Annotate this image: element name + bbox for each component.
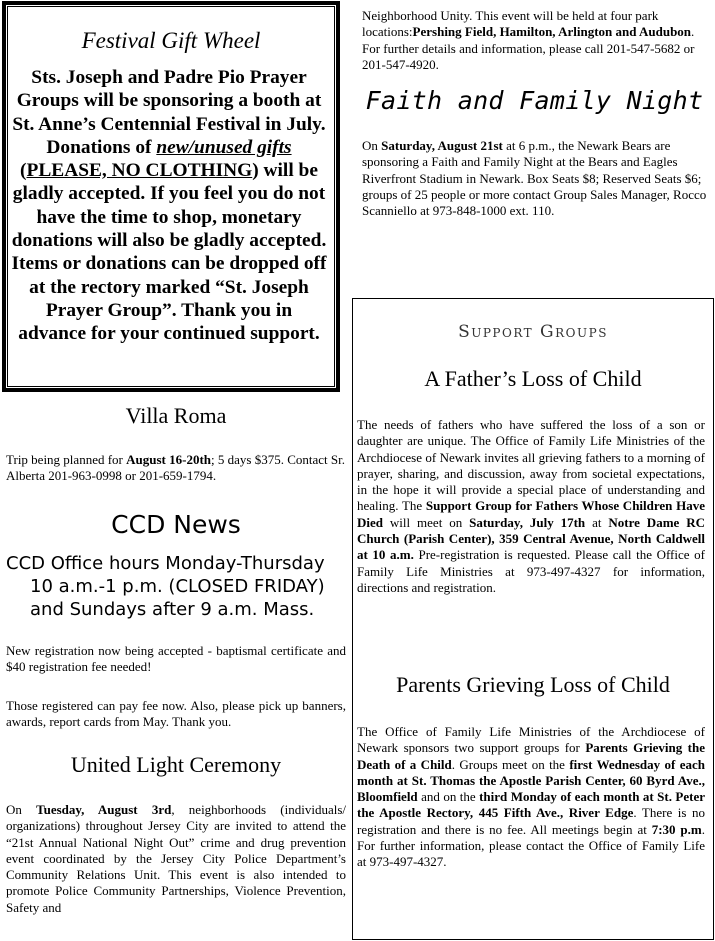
parents-grieving-text: The Office of Family Life Ministries of the Archdiocese of Newark sponsors two support groups for Parents Grieving the Death of a Child. Groups meet on the first Wednesday of each month at St. Thomas the Apostle Parish Center, 60 Byrd Ave., Bloomfield and on the third Monday of each month at St. Peter the Apostle Rectory, 445 Fifth Ave., River Edge. There is no registration and there is no fee. All meetings begin at 7:30 p.m. For further information, please contact the Office of Family Life at 973-497-4327. (357, 724, 706, 870)
ccd-fee-text: Those registered can pay fee now. Also, please pick up banners, awards, report cards from May. Thank you. (6, 698, 346, 730)
faith-family-title: Faith and Family Night (365, 86, 704, 115)
fathers-loss-title: A Father’s Loss of Child (424, 366, 642, 391)
gift-wheel-body: Sts. Joseph and Padre Pio Prayer Groups will be sponsoring a booth at St. Anne’s Centennial Festival in July. Donations of new/unused gifts (PLEASE, NO CLOTHING) will be gladly accepted. If you feel you do not have the time to shop, monetary donations will also be gladly accepted. Items or donations can be dropped off at the rectory marked “St. Joseph Prayer Group”. Thank you in advance for your continued support. (11, 67, 327, 345)
unity-continued-text: Neighborhood Unity. This event will be held at four park locations:Pershing Field, Hamilton, Arlington and Audubon. For further details and information, please call 201-547-5682 or 201-547-4920. (362, 8, 695, 72)
villa-roma-title: Villa Roma (125, 403, 227, 428)
ccd-office-hours: CCD Office hours Monday-Thursday 10 a.m.-1 p.m. (CLOSED FRIDAY) and Sundays after 9 a.m. Mass. (6, 553, 325, 620)
ccd-registration-text: New registration now being accepted - baptismal certificate and $40 registration fee needed! (6, 643, 346, 675)
united-light-title: United Light Ceremony (70, 752, 282, 777)
faith-family-text: On Saturday, August 21st at 6 p.m., the Newark Bears are sponsoring a Faith and Family Night at the Bears and Eagles Riverfront Stadium in Newark. Box Seats $8; Reserved Seats $6; groups of 25 people or more contact Group Sales Manager, Rocco Scanniello at 973-848-1000 ext. 110. (362, 138, 707, 219)
support-groups-heading: Support Groups (458, 322, 608, 342)
villa-roma-text: Trip being planned for August 16-20th; 5 days $375. Contact Sr. Alberta 201-963-0998 or 201-659-1794. (6, 452, 345, 484)
fathers-loss-text: The needs of fathers who have suffered the loss of a son or daughter are unique. The Office of Family Life Ministries of the Archdiocese of Newark invites all grieving fathers to a morning of prayer, sharing, and discussion, away from societal expectations, in the hope it will provide a special place of understanding and healing. The Support Group for Fathers Whose Children Have Died will meet on Saturday, July 17th at Notre Dame RC Church (Parish Center), 359 Central Avenue, North Caldwell at 10 a.m. Pre-registration is requested. Please call the Office of Family Life Ministries at 973-497-4327 for information, directions and registration. (357, 417, 705, 595)
united-light-text: On Tuesday, August 3rd, neighborhoods (individuals/ organizations) throughout Jersey City are invited to attend the “21st Annual National Night Out” crime and drug prevention event coordinated by the Jersey City Police Department’s Community Relations Unit. This event is also intended to promote Police Community Partnerships, Violence Prevention, Safety and (6, 802, 346, 915)
ccd-news-title: CCD News (111, 510, 241, 539)
parents-grieving-title: Parents Grieving Loss of Child (396, 672, 670, 697)
gift-wheel-title: Festival Gift Wheel (81, 28, 261, 53)
